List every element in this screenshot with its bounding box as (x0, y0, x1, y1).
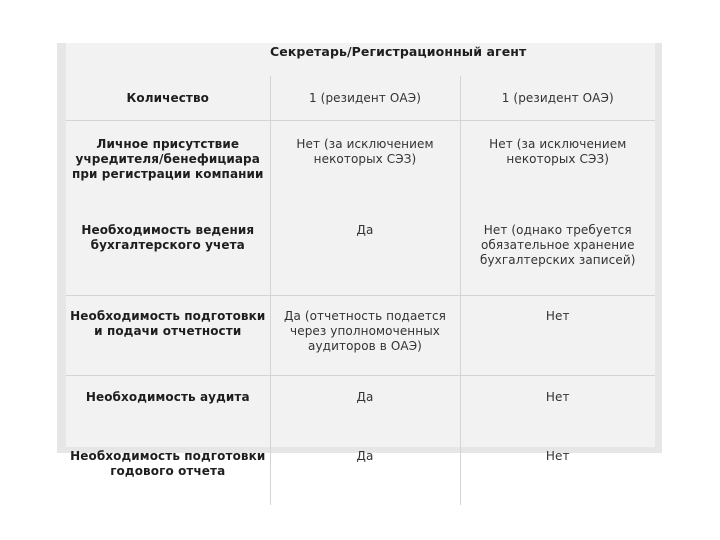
table-row (66, 435, 655, 505)
row-label-annual-report: Необходимость подготовки годового отчета (70, 449, 266, 478)
row-label-reporting: Необходимость подготовки и подачи отчетности (66, 296, 270, 376)
cell-reporting-col1: Да (отчетность подается через уполномоченных аудиторов в ОАЭ) (270, 296, 460, 376)
cell-audit-col2: Нет (460, 376, 655, 436)
row-label-quantity: Количество (66, 76, 270, 121)
table-row (66, 296, 655, 376)
cell-presence-col1: Нет (за исключением некоторых СЭЗ) (270, 121, 460, 214)
cell-quantity-col2: 1 (резидент ОАЭ) (460, 76, 655, 121)
cell-annual-report-col1: Да (270, 435, 460, 505)
cell-accounting-col2: Нет (однако требуется обязательное хранение бухгалтерских записей) (460, 213, 655, 296)
comparison-table (66, 43, 655, 478)
table-row (66, 76, 655, 121)
cell-annual-report-col2: Нет (460, 435, 655, 505)
top-cell-empty (66, 43, 270, 76)
cell-presence-col2: Нет (за исключением некоторых СЭЗ) (460, 121, 655, 214)
cell-audit-col1: Да (270, 376, 460, 436)
row-label-accounting: Необходимость ведения бухгалтерского учета (66, 213, 270, 296)
cell-accounting-col1: Да (270, 213, 460, 296)
table-row (66, 121, 655, 214)
table-row (66, 376, 655, 436)
table-row (66, 213, 655, 296)
cell-quantity-col1: 1 (резидент ОАЭ) (270, 76, 460, 121)
row-label-audit: Необходимость аудита (85, 390, 250, 404)
top-cell-secretary: Секретарь/Регистрационный агент (270, 44, 527, 59)
table-top-row (66, 43, 655, 76)
cell-reporting-col2: Нет (460, 296, 655, 376)
row-label-presence: Личное присутствие учредителя/бенефициара при регистрации компании (71, 137, 264, 181)
